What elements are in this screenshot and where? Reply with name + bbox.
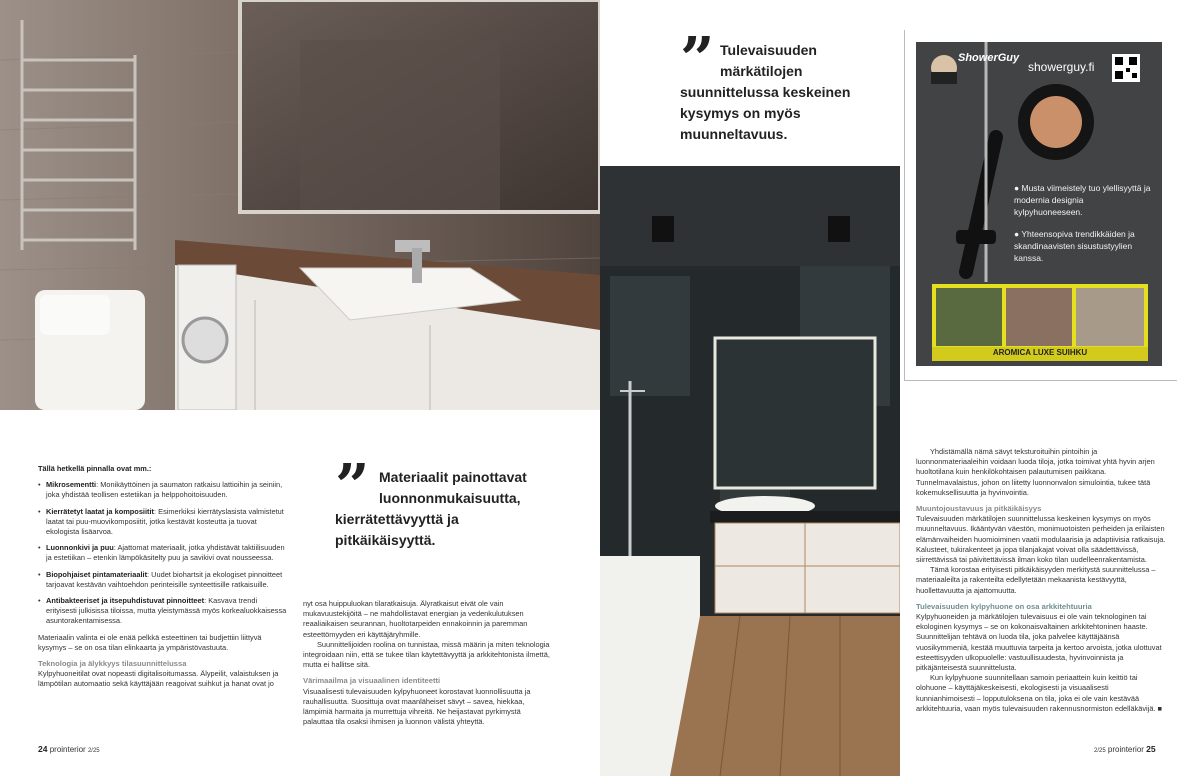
issue-left: 2/25: [87, 748, 100, 754]
list-item: • Luonnonkivi ja puu: Ajattomat materiaalit, jotka yhdistävät taktiilisuuden ja estetiikan – etenkin lämpökäsitelty puu ja savikivi ovat nousseessa.: [46, 543, 288, 563]
quote-1-line-4: kysymys on myös: [680, 105, 801, 121]
ad-bullet-1-text: Musta viimeistely tuo ylellisyyttä ja modernia designia kylpyhuoneeseen.: [1014, 183, 1151, 217]
quote-1-line-2: märkätilojen: [720, 63, 803, 79]
bathroom-photo-right: [600, 166, 900, 776]
quote-1-line-1: Tulevaisuuden: [720, 42, 817, 58]
text-column-2: [303, 599, 553, 733]
section-heading-technology: Teknologia ja älykkyys tilasuunnittelussa: [38, 659, 187, 669]
column-2-paragraph-1: nyt osa huippuluokan tilaratkaisuja. Älyratkaisut eivät ole vain mukavuustekijöitä – ne mahdollistavat energian ja vedenkulutuksen reaaliaikaisen seurannan, huoltotarpeiden ennakoinnin ja paremman esteettömyyden eri käyttäjäryhmille.: [303, 599, 528, 639]
list-item: • Antibakteeriset ja itsepuhdistuvat pinnoitteet: Kasvava trendi erityisesti julkisissa tiloissa, mutta yleistymässä myös korkealuokkaisessa asuntorakentamisessa.: [46, 596, 288, 627]
section-heading-architecture: Tulevaisuuden kylpyhuone on osa arkkitehtuuria: [916, 601, 1092, 611]
footer-right: [1094, 744, 1156, 754]
quote-2-line-1: Materiaalit painottavat: [379, 469, 527, 485]
footer-left: [38, 744, 100, 754]
section-heading-adaptability: Muuntojoustavuus ja pitkäikäisyys: [916, 504, 1042, 514]
column-2-paragraph-3: Visuaalisesti tulevaisuuden kylpyhuoneet korostavat luonnollisuutta ja rauhallisuutta. Suosittuja ovat maanläheiset sävyt – savea, hiekkaa, lämpimiä harmaita ja murrettuja vihreitä. Ne heijastavat pyrkimystä palauttaa tila osaksi ihmisen ja luonnon välistä yhteyttä.: [303, 686, 531, 727]
list-item: • Kierrätetyt laatat ja komposiitit: Esimerkiksi kierrätyslasista valmistetut laatat tai puu-muovikomposiitit, jotka kestävät kosteutta ja tuovat ekologista lisäarvoa.: [46, 507, 288, 538]
issue-right: 2/25: [1094, 748, 1106, 754]
quote-1-line-3: suunnittelussa keskeinen: [680, 84, 851, 100]
pull-quote-2: [335, 452, 595, 557]
ad-bullet-2-dot-icon: ●: [1014, 229, 1022, 239]
pull-quote-1: [680, 25, 860, 150]
showerguy-advertisement[interactable]: [916, 42, 1162, 366]
bathroom-illustration-right: [600, 166, 900, 776]
quote-2-line-4: pitkäikäisyyttä.: [335, 532, 436, 548]
ad-product-name: AROMICA LUXE SUIHKU: [992, 348, 1088, 357]
ad-bullet-2: [1014, 228, 1154, 264]
text-column-3: [916, 447, 1166, 720]
magazine-name-right: prointerior: [1107, 745, 1144, 754]
column-1-paragraph: Materiaalin valinta ei ole enää pelkkä esteettinen tai budjettiin liittyvä kysymys – se on osa tilan elinkaarta ja ympäristövastuuta.: [38, 632, 262, 652]
page-number-right: 25: [1146, 744, 1156, 754]
materials-list: [38, 480, 288, 626]
text-column-1: [38, 464, 288, 696]
page-number-left: 24: [38, 744, 48, 754]
column-2-paragraph-2: Suunnittelijoiden roolina on tunnistaa, missä määrin ja miten teknologia integroidaan niin, että se tukee tilan käytettävyyttä ja arkkitehtonista ilmettä, mutta ei hallitse sitä.: [303, 639, 550, 670]
ad-url[interactable]: showerguy.fi: [1028, 60, 1095, 74]
list-item: • Mikrosementti: Monikäyttöinen ja saumaton ratkaisu lattioihin ja seiniin, joka yhdistää teollisen estetiikan ja helppohoitoisuuden.: [46, 480, 288, 500]
column-3-paragraph-4: Kylpyhuoneiden ja märkätilojen tulevaisuus ei ole vain teknologinen tai ekologinen kysymys – se on kokonaisvaltainen arkkitehtoninen haaste. Suunnittelijan tehtävä on luoda tila, joka palvelee käyttäjäänsä vuosikymmeniä, kestää muuttuvia tarpeita ja kertoo arvoista, jotka ulottuvat esteettisyyden ulkopuolelle: vastuullisuudesta, hyvinvoinnista ja pitkäjänteisestä suunnittelusta.: [916, 612, 1162, 673]
list-item: • Biopohjaiset pintamateriaalit: Uudet biohartsit ja ekologiset pinnoitteet tarjoavat kestävän vaihtoehdon perinteisille synteettisille ratkaisuille.: [46, 570, 288, 590]
bathroom-illustration-left: [0, 0, 600, 410]
ad-brand: ShowerGuy: [958, 52, 1020, 64]
quote-2-line-3: kierrätettävyyttä ja: [335, 511, 459, 527]
quote-mark-icon-2: ”: [335, 452, 370, 522]
column-1-paragraph-2: Kylpyhuoneitilat ovat nopeasti digitalisoitumassa. Älypeilit, valaistuksen ja lämpötilan automaatio sekä käyttäjään reagoivat suihkut ja hanat ovat jo: [38, 669, 279, 689]
column-3-paragraph-5: Kun kylpyhuone suunnitellaan samoin periaattein kuin keittiö tai olohuone – käyttäjäkeskeisesti, ekologisesti ja visuaalisesti kunnianhimoisesti – lopputuloksena on tila, joka ei ole vain kestävää arkkitehtuuria, vaan myös tulevaisuuden rakennusnormiston edelläkävijä. ■: [916, 673, 1163, 713]
section-heading-colors: Värimaailma ja visuaalinen identiteetti: [303, 676, 441, 686]
quote-2-line-2: luonnonmukaisuutta,: [379, 490, 521, 506]
column-3-paragraph-3: Tämä korostaa erityisesti pitkäikäisyyden merkitystä suunnittelussa – materiaaleilta ja rakenteilta edellytetään mekaanista kestävyyttä, huollettavuutta ja ajattomuutta.: [916, 565, 1156, 595]
ad-bullet-1-dot-icon: ●: [1014, 183, 1022, 193]
quote-1-line-5: muunneltavuus.: [680, 126, 788, 142]
bathroom-photo-left: [0, 0, 600, 410]
column-3-paragraph-1: Yhdistämällä nämä sävyt teksturoituihin pintoihin ja luonnonmateriaaleihin voidaan luoda tiloja, jotka toimivat yhtä hyvin arjen huoltotilana kuin henkilökohtaisen palautumisen paikkana. Tunnelmavalaistus, johon on liitetty luonnonvalon simulointia, tukee tätä kokemuksellisuutta ja hyvinvointia.: [916, 447, 1155, 497]
ad-bullet-1: [1014, 182, 1154, 218]
column-1-intro: Tällä hetkellä pinnalla ovat mm.:: [38, 464, 152, 473]
ad-bullet-2-text: Yhteensopiva trendikkäiden ja skandinaavisten sisustustyylien kanssa.: [1014, 229, 1135, 263]
quote-mark-icon: ”: [680, 25, 715, 95]
column-3-paragraph-2: Tulevaisuuden märkätilojen suunnittelussa keskeinen kysymys on myös muunneltavuus. Ikääntyvän väestön, monimuotoisten perheiden ja erilaisten elämänvaiheiden huomioiminen vaatii modulaarisia ja adaptiivisia ratkaisuja. Kalusteet, tukirakenteet ja jopa tilanjakajat voivat olla säädettävissä, siirrettävissä tai päivitettävissä ilman koko tilan uudelleenrakentamista.: [916, 514, 1166, 565]
magazine-name-left: prointerior: [49, 745, 86, 754]
